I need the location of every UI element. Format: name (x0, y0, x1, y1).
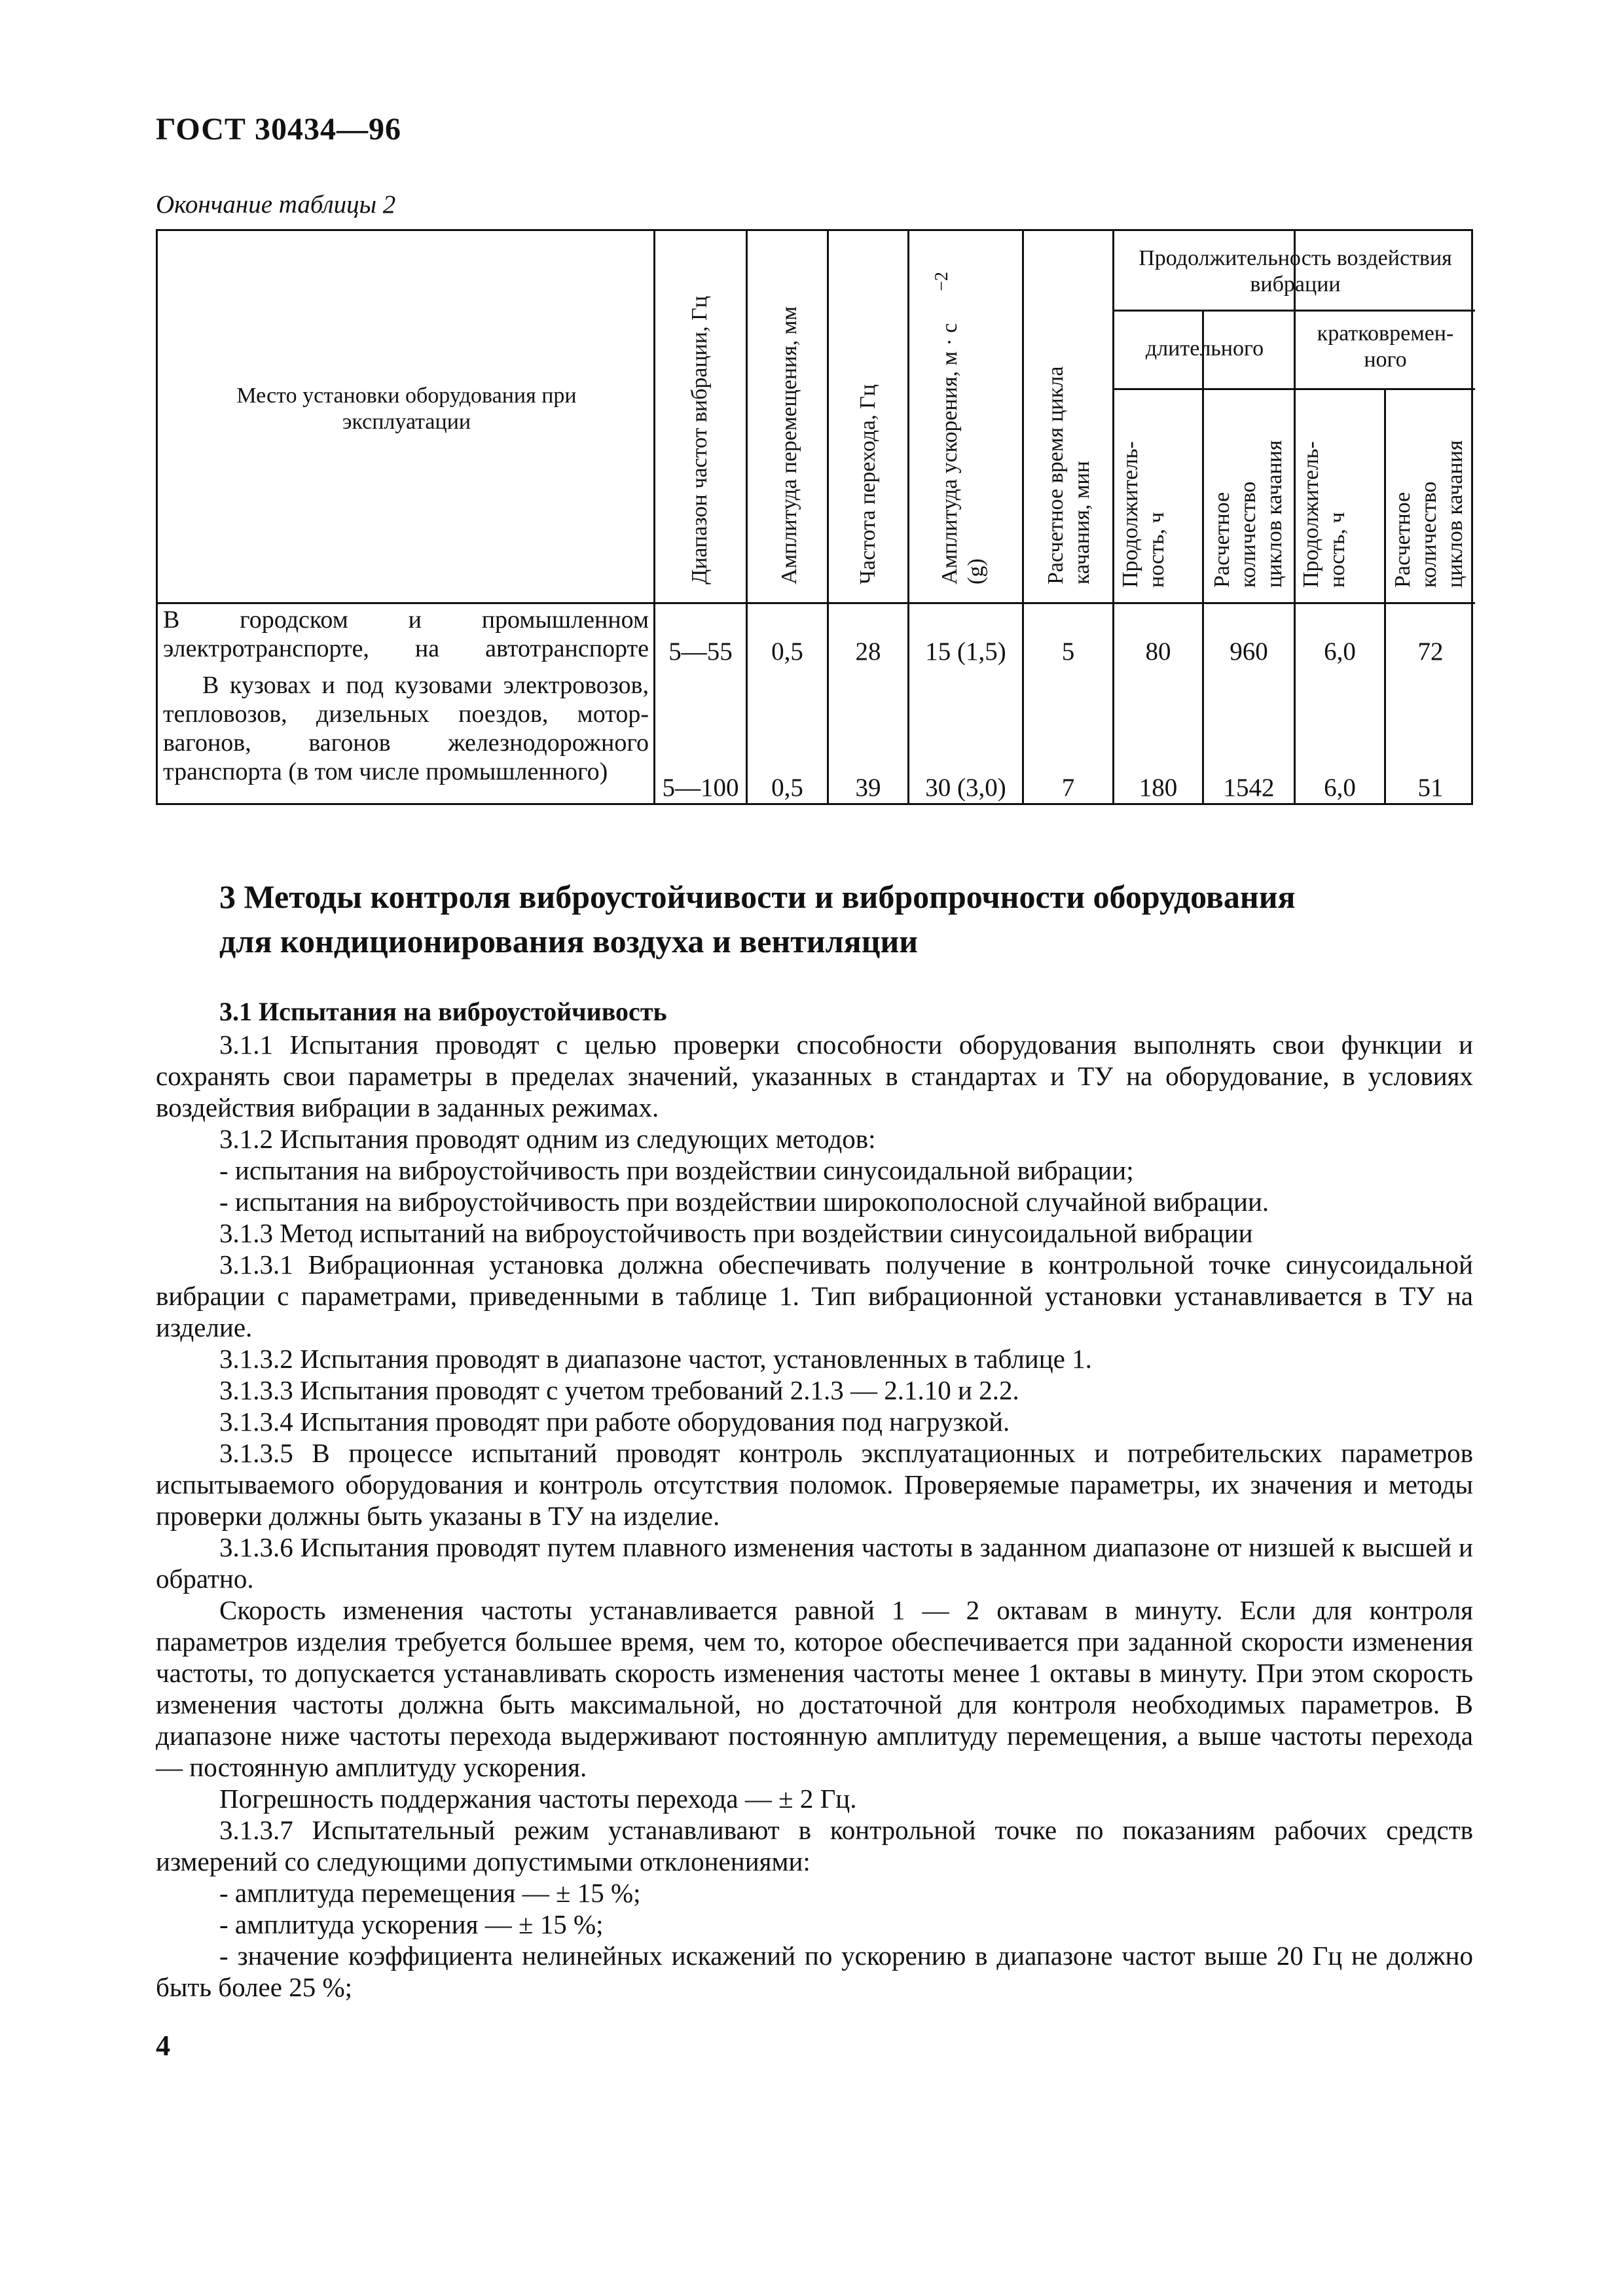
list-item-random: - испытания на виброустойчивость при воздействии широкополосной случайной вибрации. (219, 1187, 1269, 1217)
paragraph-3-1-3-3: 3.1.3.3 Испытания проводят с учетом требований 2.1.3 — 2.1.10 и 2.2. (219, 1375, 1019, 1405)
header-short-duration: Продолжитель- ность, ч (1299, 441, 1349, 588)
paragraph-3-1-2: 3.1.2 Испытания проводят одним из следующих методов: (219, 1124, 876, 1154)
section-title-line-1: 3 Методы контроля виброустойчивости и вибропрочности оборудования (219, 878, 1296, 915)
table-row-1-short-duration: 6,0 (1324, 637, 1356, 666)
paragraph-3-1-3-2: 3.1.3.2 Испытания проводят в диапазоне частот, установленных в таблице 1. (219, 1344, 1092, 1374)
table-row-2-transition: 39 (855, 774, 881, 802)
page-number: 4 (156, 2030, 170, 2062)
table-row-2-long-cycles: 1542 (1223, 774, 1275, 802)
header-acceleration: Амплитуда ускорения, м · с (g) (938, 323, 988, 584)
section-title (219, 874, 1296, 963)
header-cycle-time: Расчетное время цикла качания, мин (1044, 366, 1094, 584)
paragraph-3-1-3: 3.1.3 Метод испытаний на виброустойчивость при воздействии синусоидальной вибрации (219, 1218, 1253, 1248)
table-row-1-cycle-time: 5 (1061, 637, 1075, 666)
table-row-2-cycle-time: 7 (1061, 774, 1075, 802)
table-row-2-short-cycles: 51 (1417, 774, 1444, 802)
table-row-2-long-duration: 180 (1139, 774, 1178, 802)
header-transition: Частота перехода, Гц (856, 384, 880, 584)
header-place: Место установки оборудования при эксплуатации (236, 384, 577, 434)
header-duration: Продолжительность воздействия вибрации (1139, 246, 1452, 296)
list-item-displacement: - амплитуда перемещения — ± 15 %; (219, 1878, 641, 1908)
paragraph-frequency-speed: Скорость изменения частоты устанавливается равной 1 — 2 октавам в минуту. Если для контроля параметров изделия требуется большее время, чем то, которое обеспечивается при заданной скорости изменения частоты, то допускается устанавливать скорость изменения частоты менее 1 октавы в минуту. При этом скорость изменения частоты должна быть максимальной, но достаточной для контроля необходимых параметров. В диапазоне ниже частоты перехода выдерживают постоянную амплитуду перемещения, а выше частоты перехода — постоянную амплитуду ускорения. (156, 1595, 1473, 1782)
table-row-1-transition: 28 (855, 637, 881, 666)
list-item-distortion: - значение коэффициента нелинейных искажений по ускорению в диапазоне частот выше 20 Гц не должно быть более 25 %; (156, 1941, 1473, 2002)
table-row-1-short-cycles: 72 (1417, 637, 1444, 666)
list-item-sinusoidal: - испытания на виброустойчивость при воздействии синусоидальной вибрации; (219, 1155, 1134, 1185)
table-row-2-freq: 5—100 (662, 774, 739, 802)
table-row-1-acceleration: 15 (1,5) (925, 637, 1006, 666)
header-amplitude: Амплитуда перемещения, мм (777, 306, 801, 584)
table-row-2-acceleration: 30 (3,0) (925, 774, 1006, 802)
table-row-1-long-duration: 80 (1145, 637, 1171, 666)
header-freq-range: Диапазон частот вибрации, Гц (687, 296, 712, 584)
header-short: кратковремен-ного (1317, 321, 1454, 372)
paragraph-3-1-3-1: 3.1.3.1 Вибрационная установка должна обеспечивать получение в контрольной точке синусоидальной вибрации с параметрами, приведенными в таблице 1. Тип вибрационной установки устанавливается в ТУ на изделие. (156, 1249, 1473, 1342)
paragraph-3-1-3-7: 3.1.3.7 Испытательный режим устанавливают в контрольной точке по показаниям рабочих средств измерений со следующими допустимыми отклонениями: (156, 1815, 1473, 1876)
table-row-2-amplitude: 0,5 (771, 774, 803, 802)
table-row-2-short-duration: 6,0 (1324, 774, 1356, 802)
list-item-acceleration: - амплитуда ускорения — ± 15 %; (219, 1909, 604, 1939)
section-title-line-2: для кондиционирования воздуха и вентиляции (219, 923, 919, 960)
paragraph-3-1-1: 3.1.1 Испытания проводят с целью проверки способности оборудования выполнять свои функции и сохранять свои параметры в пределах значений, указанных в стандартах и ТУ на оборудование, в условиях воздействия вибрации в заданных режимах. (156, 1030, 1473, 1122)
paragraph-transition-error: Погрешность поддержания частоты перехода — ± 2 Гц. (219, 1784, 857, 1814)
table-row-2-place: В кузовах и под кузовами электровозов, тепловозов, дизельных поездов, мотор-вагонов, вагонов железнодорожного транспорта (в том числе промышленного) (163, 672, 649, 785)
header-long-duration: Продолжитель- ность, ч (1118, 441, 1169, 588)
table-row-1-amplitude: 0,5 (771, 637, 803, 666)
table-row-1-freq: 5—55 (668, 637, 733, 666)
paragraph-3-1-3-5: 3.1.3.5 В процессе испытаний проводят контроль эксплуатационных и потребительских параметров испытываемого оборудования и контроль отсутствия поломок. Проверяемые параметры, их значения и методы проверки должны быть указаны в ТУ на изделие. (156, 1438, 1473, 1531)
vibration-table (156, 229, 1473, 805)
header-short-cycles: Расчетное количество циклов качания (1391, 440, 1467, 588)
paragraph-3-1-3-6: 3.1.3.6 Испытания проводят путем плавного изменения частоты в заданном диапазоне от низшей к высшей и обратно. (156, 1532, 1473, 1594)
table-row-1-place: В городском и промышленном электротранспорте, на автотранспорте (163, 606, 649, 662)
header-long-cycles: Расчетное количество циклов качания (1210, 440, 1286, 588)
paragraph-3-1-3-4: 3.1.3.4 Испытания проводят при работе оборудования под нагрузкой. (219, 1407, 1010, 1437)
table-caption: Окончание таблицы 2 (156, 190, 396, 219)
header-accel-exp: −2 (932, 272, 952, 291)
subsection-title: 3.1 Испытания на виброустойчивость (219, 997, 667, 1026)
header-long: длительного (1145, 336, 1264, 361)
document-code: ГОСТ 30434—96 (156, 112, 401, 147)
table-row-1-long-cycles: 960 (1230, 637, 1268, 666)
